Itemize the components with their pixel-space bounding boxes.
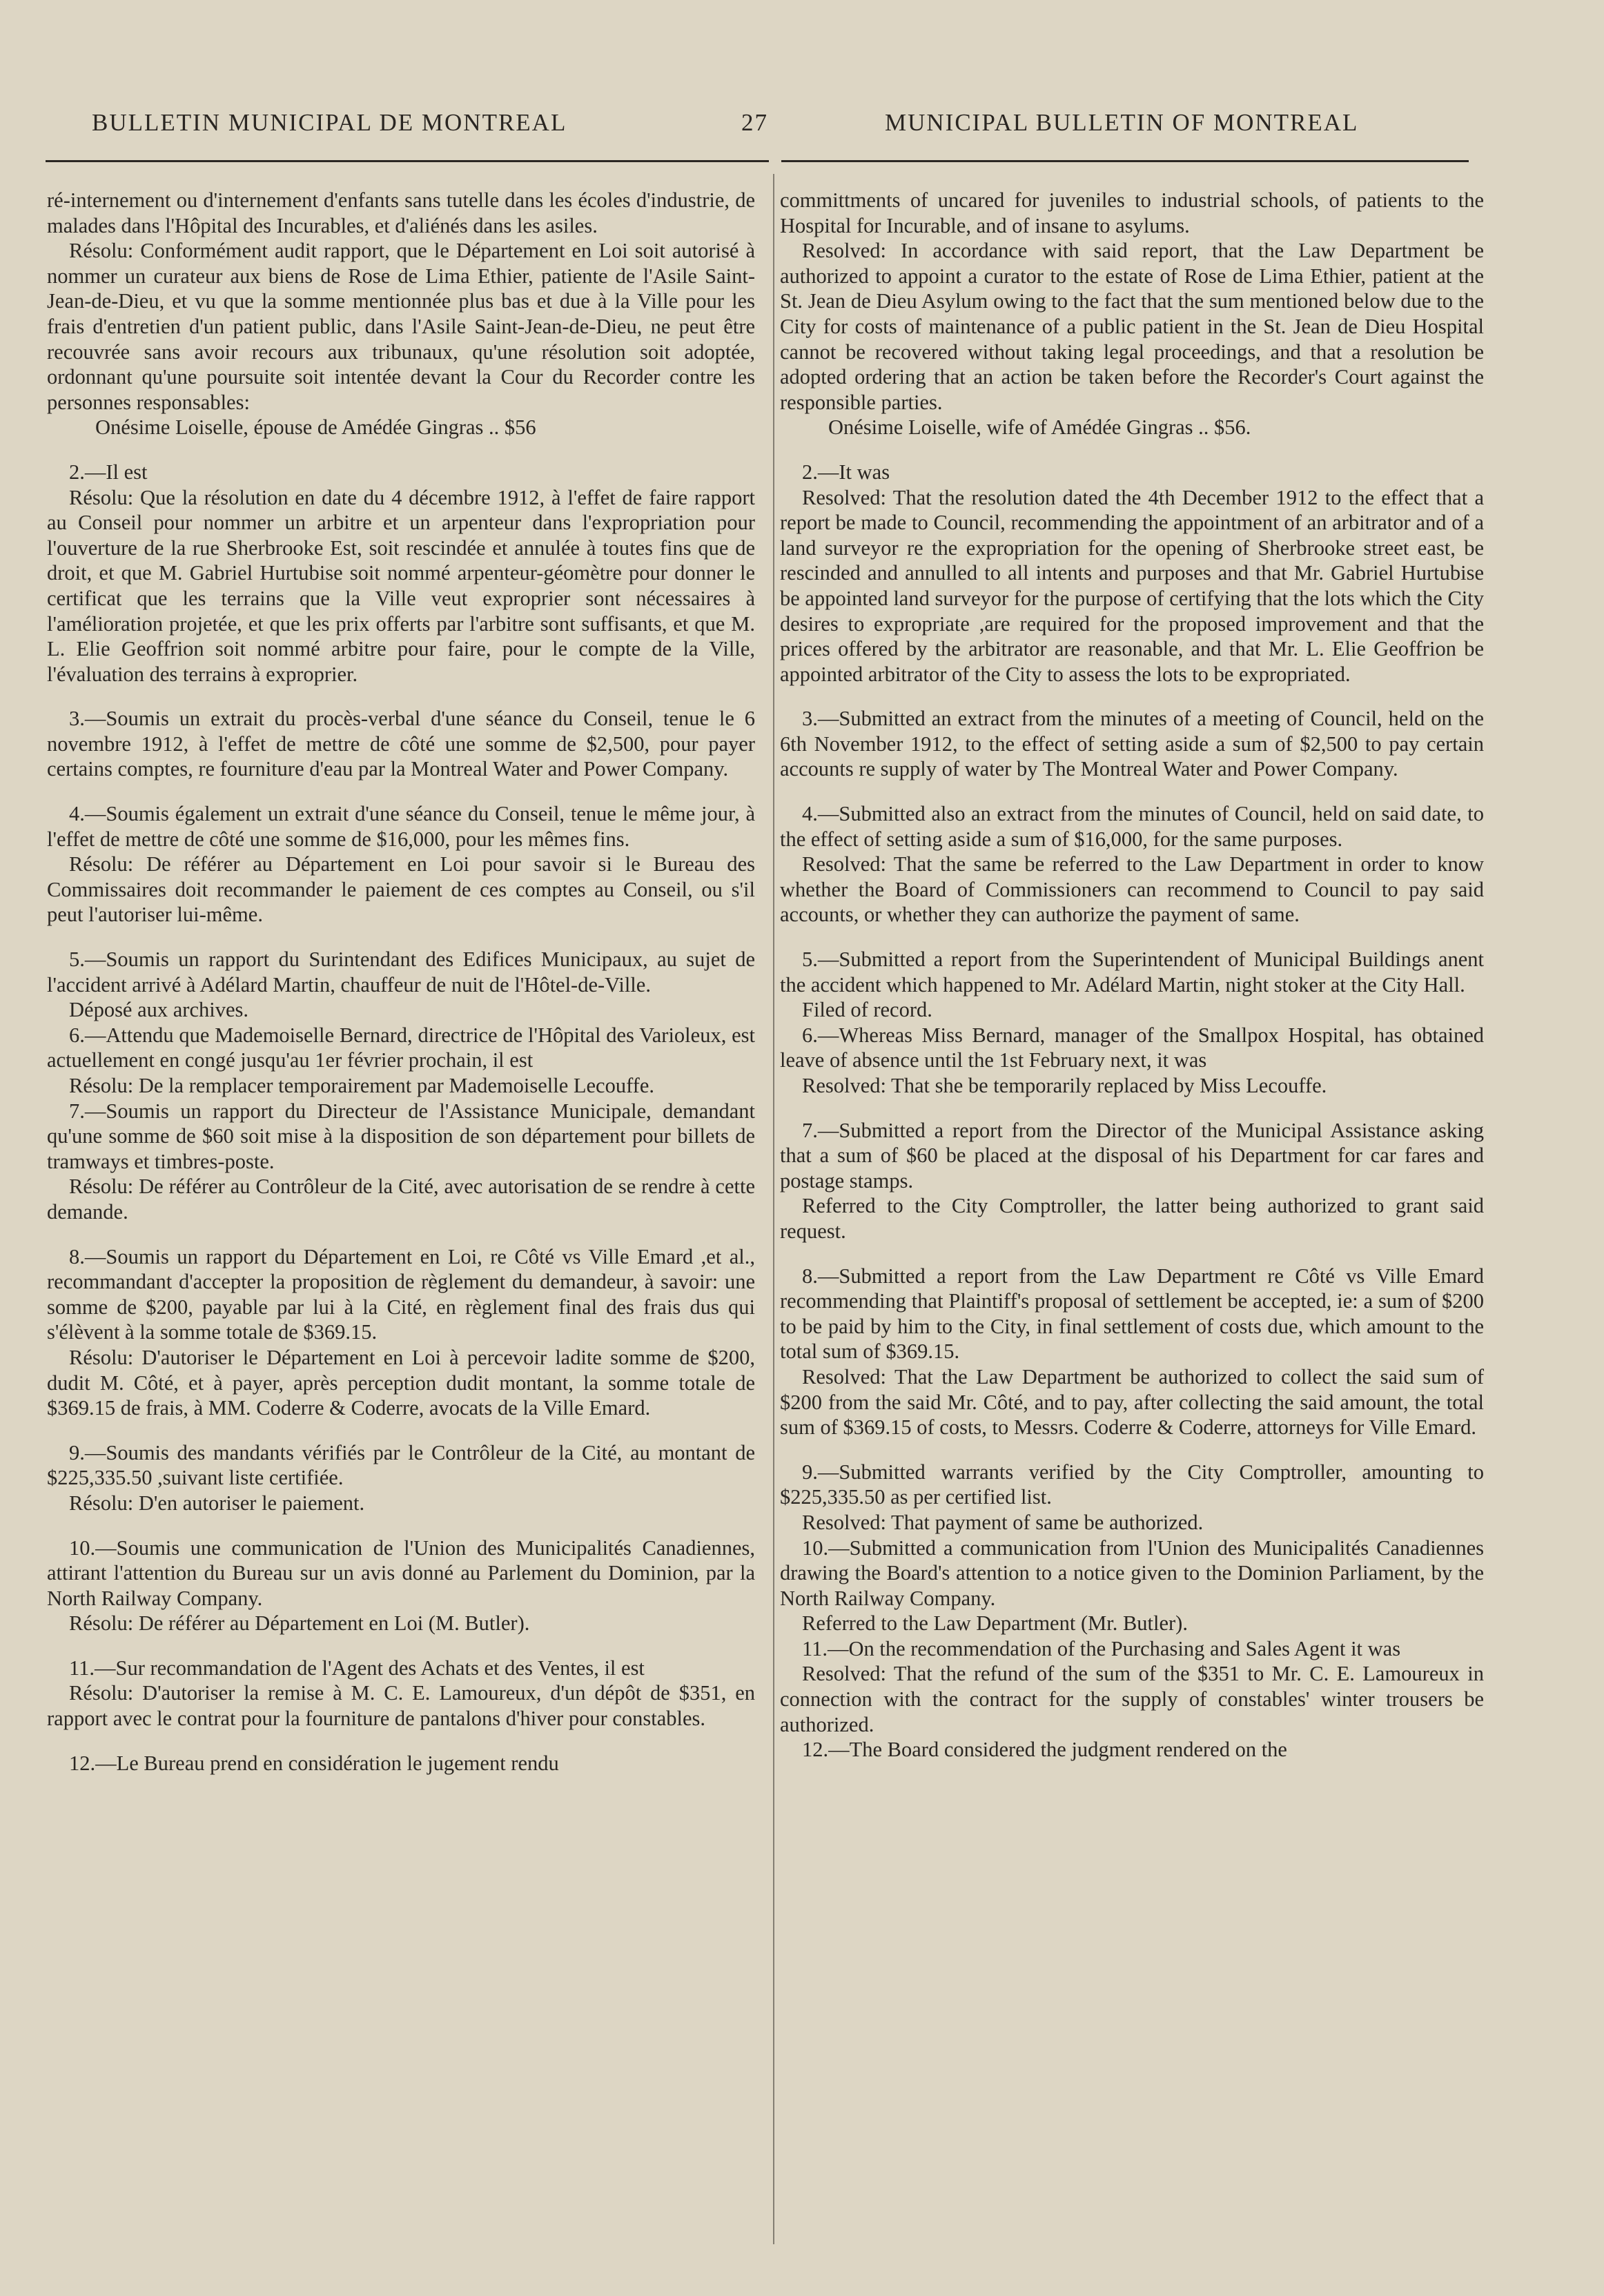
french-paragraph: 7.—Soumis un rapport du Directeur de l'Assistance Municipale, demandant qu'une somme de $60 soit mise à la disposition de son département pour billets de tramways et timbres-poste. [47,1099,755,1173]
header-rule-right [781,160,1469,162]
english-paragraph: 11.—On the recommendation of the Purchasing and Sales Agent it was [802,1636,1401,1660]
french-paragraph: 2.—Il est [69,460,148,484]
english-paragraph: 12.—The Board considered the judgment rendered on the [802,1738,1287,1762]
french-paragraph: 10.—Soumis une communication de l'Union des Municipalités Canadiennes, attirant l'attention du Bureau sur un avis donné au Parlement du Dominion, par la North Railway Company. [47,1535,755,1610]
french-paragraph: 4.—Soumis également un extrait d'une séance du Conseil, tenue le même jour, à l'effet de mettre de côté une somme de $16,000, pour les mêmes fins. [47,802,755,851]
french-paragraph: ré-internement ou d'internement d'enfants sans tutelle dans les écoles d'industrie, de malades dans l'Hôpital des Incurables, et d'aliénés dans les asiles. [47,188,755,237]
header-left-title: BULLETIN MUNICIPAL DE MONTREAL [92,109,567,136]
french-paragraph: Résolu: De référer au Département en Loi (M. Butler). [69,1611,530,1636]
french-paragraph: Résolu: Conformément audit rapport, que le Département en Loi soit autorisé à nommer un curateur aux biens de Rose de Lima Ethier, patiente de l'Asile Saint-Jean-de-Dieu, et vu que la somme mentionnée plus bas et due à la Ville pour les frais d'entretien d'un patient public, dans l'Asile Saint-Jean-de-Dieu, ne peut être recouvrée sans avoir recours aux tribunaux, qu'une résolution soit adoptée, ordonnant qu'une poursuite soit intentée devant la Cour du Recorder contre les personnes responsables: [47,239,755,414]
english-paragraph: 10.—Submitted a communication from l'Union des Municipalités Canadiennes drawing the Board's attention to a notice given to the Dominion Parliament, by the North Railway Company. [780,1535,1484,1610]
french-paragraph: Résolu: De référer au Département en Loi pour savoir si le Bureau des Commissaires doit recommander le paiement de ces comptes au Conseil, ou s'il peut l'autoriser lui-même. [47,852,755,927]
english-paragraph: Filed of record. [802,998,932,1022]
english-paragraph: 4.—Submitted also an extract from the minutes of Council, held on said date, to the effect of setting aside a sum of $16,000, for the same purposes. [780,802,1484,851]
english-paragraph: Resolved: That she be temporarily replaced by Miss Lecouffe. [802,1074,1327,1097]
column-divider [773,174,774,2244]
english-paragraph: Resolved: That the same be referred to the Law Department in order to know whether the Board of Commissioners can recommend to Council to pay said accounts, or whether they can authorize the payment of same. [780,852,1484,927]
english-paragraph: Resolved: That the refund of the sum of the $351 to Mr. C. E. Lamoureux in connection with the contract for the supply of constables' winter trousers be authorized. [780,1662,1484,1736]
english-paragraph: Onésime Loiselle, wife of Amédée Gingras .. $56. [828,415,1251,440]
french-paragraph: 9.—Soumis des mandants vérifiés par le Contrôleur de la Cité, au montant de $225,335.50 ,suivant liste certifiée. [47,1440,755,1490]
french-paragraph: Résolu: De référer au Contrôleur de la Cité, avec autorisation de se rendre à cette demande. [47,1175,755,1224]
french-paragraph: 5.—Soumis un rapport du Surintendant des Edifices Municipaux, au sujet de l'accident arrivé à Adélard Martin, chauffeur de nuit de l'Hôtel-de-Ville. [47,948,755,997]
french-paragraph: Résolu: Que la résolution en date du 4 décembre 1912, à l'effet de faire rapport au Conseil pour nommer un arbitre et un arpenteur dans l'expropriation pour l'ouverture de la rue Sherbrooke Est, soit rescindée et annulée à toutes fins que de droit, et que M. Gabriel Hurtubise soit nommé arpenteur-géomètre pour donner le certificat que les terrains que la Ville veut exproprier sont nécessaires à l'amélioration projetée, et que les prix offerts par l'arbitre sont suffisants, et que M. L. Elie Geoffrion soit nommé arbitre pour faire, pour le compte de la Ville, l'évaluation des terrains à exproprier. [47,485,755,686]
english-paragraph: Resolved: That the Law Department be authorized to collect the said sum of $200 from the said Mr. Côté, and to pay, after collecting the said amount, the total sum of $369.15 of costs, to Messrs. Coderre & Coderre, attorneys for Ville Emard. [780,1364,1484,1440]
english-paragraph: Resolved: In accordance with said report, that the Law Department be authorized to appoint a curator to the estate of Rose de Lima Ethier, patient at the St. Jean de Dieu Asylum owing to the fact that the sum mentioned below due to the City for costs of maintenance of a public patient in the St. Jean de Dieu Hospital cannot be recovered without taking legal proceedings, and that a resolution be adopted ordering that an action be taken before the Recorder's Court against the responsible parties. [780,239,1484,414]
english-column [780,188,1484,1763]
french-paragraph: 6.—Attendu que Mademoiselle Bernard, directrice de l'Hôpital des Varioleux, est actuellement en congé jusqu'au 1er février prochain, il est [47,1023,755,1072]
french-paragraph: 11.—Sur recommandation de l'Agent des Achats et des Ventes, il est [69,1656,645,1680]
english-paragraph: 7.—Submitted a report from the Director of the Municipal Assistance asking that a sum of $60 be placed at the disposal of his Department for car fares and postage stamps. [780,1118,1484,1193]
english-paragraph: Resolved: That the resolution dated the 4th December 1912 to the effect that a report be made to Council, recommending the appointment of an arbitrator and of a land surveyor re the expropriation for the opening of Sherbrooke street east, be rescinded and annulled to all intents and purposes and that Mr. Gabriel Hurtubise be appointed land surveyor for the purpose of certifying that the lots which the City desires to expropriate ,are required for the proposed improvement and that the prices offered by the arbitrator are reasonable, and that Mr. L. Elie Geoffrion be appointed arbitrator of the City to assess the lots to be expropriated. [780,485,1484,686]
french-paragraph: Résolu: De la remplacer temporairement par Mademoiselle Lecouffe. [69,1074,654,1097]
english-paragraph: Resolved: That payment of same be authorized. [802,1510,1204,1534]
english-paragraph: 2.—It was [802,460,890,484]
english-paragraph: 9.—Submitted warrants verified by the City Comptroller, amounting to $225,335.50 as per certified list. [780,1460,1484,1509]
french-paragraph: Onésime Loiselle, épouse de Amédée Gingras .. $56 [95,415,536,440]
french-paragraph: Déposé aux archives. [69,998,248,1022]
french-column [47,188,755,1776]
english-paragraph: 8.—Submitted a report from the Law Department re Côté vs Ville Emard recommending that Plaintiff's proposal of settlement be accepted, ie: a sum of $200 to be paid by him to the City, in final settlement of costs due, which amount to the total sum of $369.15. [780,1264,1484,1364]
english-paragraph: 3.—Submitted an extract from the minutes of a meeting of Council, held on the 6th November 1912, to the effect of setting aside a sum of $2,500 to pay certain accounts re supply of water by The Montreal Water and Power Company. [780,707,1484,781]
french-paragraph: 8.—Soumis un rapport du Département en Loi, re Côté vs Ville Emard ,et al., recommandant d'accepter la proposition de règlement du demandeur, à savoir: une somme de $200, payable par lui à la Cité, en règlement final des frais dus qui s'élèvent à la somme totale de $369.15. [47,1244,755,1344]
header-right-title: MUNICIPAL BULLETIN OF MONTREAL [885,109,1359,136]
french-paragraph: Résolu: D'autoriser la remise à M. C. E. Lamoureux, d'un dépôt de $351, en rapport avec le contrat pour la fourniture de pantalons d'hiver pour constables. [47,1681,755,1731]
french-paragraph: Résolu: D'en autoriser le paiement. [69,1491,365,1515]
english-paragraph: Referred to the Law Department (Mr. Butler). [802,1611,1188,1636]
english-paragraph: 5.—Submitted a report from the Superintendent of Municipal Buildings anent the accident which happened to Mr. Adélard Martin, night stoker at the City Hall. [780,948,1484,997]
french-paragraph: 12.—Le Bureau prend en considération le jugement rendu [69,1751,559,1775]
english-paragraph: 6.—Whereas Miss Bernard, manager of the Smallpox Hospital, has obtained leave of absence until the 1st February next, it was [780,1023,1484,1072]
english-paragraph: Referred to the City Comptroller, the latter being authorized to grant said request. [780,1194,1484,1243]
page-number: 27 [741,109,768,136]
english-paragraph: committments of uncared for juveniles to industrial schools, of patients to the Hospital for Incurable, and of insane to asylums. [780,188,1484,237]
french-paragraph: 3.—Soumis un extrait du procès-verbal d'une séance du Conseil, tenue le 6 novembre 1912, à l'effet de mettre de côté une somme de $2,500, pour payer certains comptes, re fourniture d'eau par la Montreal Water and Power Company. [47,707,755,781]
header-rule-left [46,160,769,162]
french-paragraph: Résolu: D'autoriser le Département en Loi à percevoir ladite somme de $200, dudit M. Côté, et à payer, après perception dudit montant, la somme totale de $369.15 de frais, à MM. Coderre & Coderre, avocats de la Ville Emard. [47,1345,755,1420]
